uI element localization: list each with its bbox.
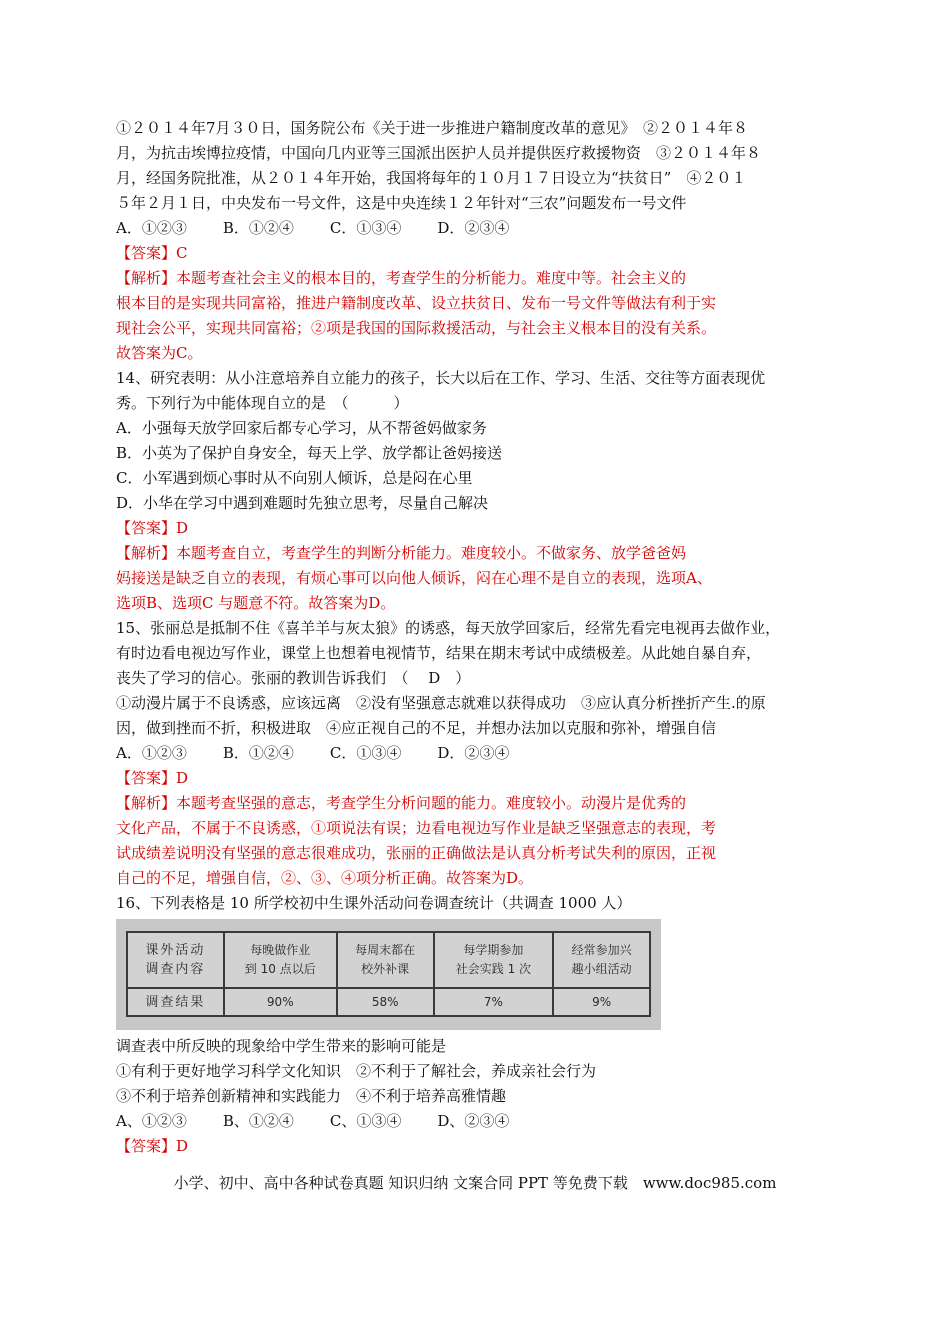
q15-analysis-line: 文化产品，不属于不良诱惑，①项说法有误；边看电视边写作业是缺乏坚强意志的表现，考 bbox=[116, 819, 717, 837]
q14-stem-line: 14、研究表明：从小注意培养自立能力的孩子，长大以后在工作、学习、生活、交往等方面表现优 bbox=[116, 369, 766, 387]
q14-stem-line: 秀。下列行为中能体现自立的是 （ ） bbox=[116, 394, 409, 412]
q15-statement-line: ①动漫片属于不良诱惑，应该远离 ②没有坚强意志就难以获得成功 ③应认真分析挫折产生.的原 bbox=[116, 694, 766, 712]
q14-option-c: C．小军遇到烦心事时从不向别人倾诉，总是闷在心里 bbox=[116, 469, 473, 487]
survey-result-label: 调查结果 bbox=[127, 988, 224, 1016]
q13-option-a: A．①②③ bbox=[116, 219, 187, 237]
q15-stem-line: 丧失了学习的信心。张丽的教训告诉我们 （ D ） bbox=[116, 669, 471, 687]
survey-result-cell: 90% bbox=[224, 988, 337, 1016]
q13-analysis-line: 根本目的是实现共同富裕，推进户籍制度改革、设立扶贫日、发布一号文件等做法有利于实 bbox=[116, 294, 717, 312]
q14-analysis-line: 选项B、选项C 与题意不符。故答案为D。 bbox=[116, 594, 396, 612]
survey-column-header: 每晚做作业 到 10 点以后 bbox=[224, 932, 337, 988]
page-footer: 小学、初中、高中各种试卷真题 知识归纳 文案合同 PPT 等免费下载 www.doc985.com bbox=[173, 1174, 777, 1192]
q13-statement-line: 月，为抗击埃博拉疫情，中国向几内亚等三国派出医护人员并提供医疗救援物资 ③２０１４年８ bbox=[116, 144, 762, 162]
q14-option-d: D．小华在学习中遇到难题时先独立思考，尽量自己解决 bbox=[116, 494, 489, 512]
q13-options bbox=[116, 216, 851, 241]
survey-column-header: 每周末都在 校外补课 bbox=[337, 932, 434, 988]
q13-analysis-line: 现社会公平，实现共同富裕；②项是我国的国际救援活动，与社会主义根本目的没有关系。 bbox=[116, 319, 717, 337]
survey-column-header: 经常参加兴 趣小组活动 bbox=[553, 932, 650, 988]
q13-analysis-line: 故答案为C。 bbox=[116, 344, 203, 362]
q14-answer: 【答案】D bbox=[116, 519, 189, 537]
q13-analysis-line: 【解析】本题考查社会主义的根本目的，考查学生的分析能力。难度中等。社会主义的 bbox=[116, 269, 687, 287]
q15-statement-line: 因，做到挫而不折，积极进取 ④应正视自己的不足，并想办法加以克服和弥补，增强自信 bbox=[116, 719, 717, 737]
survey-result-cell: 9% bbox=[553, 988, 650, 1016]
q16-stem: 16、下列表格是 10 所学校初中生课外活动问卷调查统计（共调查 1000 人） bbox=[116, 894, 632, 912]
q15-option-b: B．①②④ bbox=[222, 744, 294, 762]
q15-analysis-line: 自己的不足，增强自信，②、③、④项分析正确。故答案为D。 bbox=[116, 869, 534, 887]
q14-option-a: A．小强每天放学回家后都专心学习，从不帮爸妈做家务 bbox=[116, 419, 487, 437]
survey-result-cell: 7% bbox=[434, 988, 554, 1016]
q16-option-a: A、①②③ bbox=[116, 1112, 187, 1130]
q13-option-c: C．①③④ bbox=[329, 219, 402, 237]
q16-statement-line: ①有利于更好地学习科学文化知识 ②不利于了解社会，养成亲社会行为 bbox=[116, 1062, 597, 1080]
survey-row-header: 课外活动 调查内容 bbox=[127, 932, 224, 988]
q16-option-d: D、②③④ bbox=[437, 1112, 510, 1130]
q16-statement-line: ③不利于培养创新精神和实践能力 ④不利于培养高雅情趣 bbox=[116, 1087, 507, 1105]
q15-answer: 【答案】D bbox=[116, 769, 189, 787]
q15-analysis-line: 【解析】本题考查坚强的意志，考查学生分析问题的能力。难度较小。动漫片是优秀的 bbox=[116, 794, 687, 812]
q14-option-b: B．小英为了保护自身安全，每天上学、放学都让爸妈接送 bbox=[116, 444, 503, 462]
q15-stem-line: 15、张丽总是抵制不住《喜羊羊与灰太狼》的诱惑，每天放学回家后，经常先看完电视再去做作业， bbox=[116, 619, 781, 637]
q15-options bbox=[116, 741, 851, 766]
survey-table-image bbox=[116, 919, 661, 1030]
q13-statement-line: ①２０１４年7月３０日，国务院公布《关于进一步推进户籍制度改革的意见》 ②２０１４年８ bbox=[116, 119, 749, 137]
q13-statement-line: ５年２月１日，中央发布一号文件，这是中央连续１２年针对“三农”问题发布一号文件 bbox=[116, 194, 687, 212]
q13-statement-line: 月，经国务院批准，从２０１４年开始，我国将每年的１０月１７日设立为“扶贫日” ④２０１ bbox=[116, 169, 747, 187]
q13-answer: 【答案】C bbox=[116, 244, 188, 262]
q13-option-d: D．②③④ bbox=[437, 219, 510, 237]
q15-stem-line: 有时边看电视边写作业，课堂上也想着电视情节，结果在期末考试中成绩极差。从此她自暴自弃， bbox=[116, 644, 762, 662]
q15-option-d: D．②③④ bbox=[437, 744, 510, 762]
q16-option-b: B、①②④ bbox=[222, 1112, 294, 1130]
survey-table bbox=[126, 931, 651, 1017]
document-body bbox=[116, 116, 851, 1159]
q15-option-a: A．①②③ bbox=[116, 744, 187, 762]
q15-analysis-line: 试成绩差说明没有坚强的意志很难成功，张丽的正确做法是认真分析考试失利的原因，正视 bbox=[116, 844, 717, 862]
q16-answer: 【答案】D bbox=[116, 1137, 189, 1155]
q14-analysis-line: 妈接送是缺乏自立的表现，有烦心事可以向他人倾诉，闷在心理不是自立的表现，选项A、 bbox=[116, 569, 712, 587]
q14-analysis-line: 【解析】本题考查自立，考查学生的判断分析能力。难度较小。不做家务、放学爸爸妈 bbox=[116, 544, 687, 562]
survey-header-row bbox=[127, 932, 650, 988]
survey-result-cell: 58% bbox=[337, 988, 434, 1016]
q16-question: 调查表中所反映的现象给中学生带来的影响可能是 bbox=[116, 1037, 447, 1055]
survey-column-header: 每学期参加 社会实践 1 次 bbox=[434, 932, 554, 988]
q15-option-c: C．①③④ bbox=[329, 744, 402, 762]
survey-result-row bbox=[127, 988, 650, 1016]
q13-option-b: B．①②④ bbox=[222, 219, 294, 237]
q16-option-c: C、①③④ bbox=[329, 1112, 402, 1130]
q16-options bbox=[116, 1109, 851, 1134]
